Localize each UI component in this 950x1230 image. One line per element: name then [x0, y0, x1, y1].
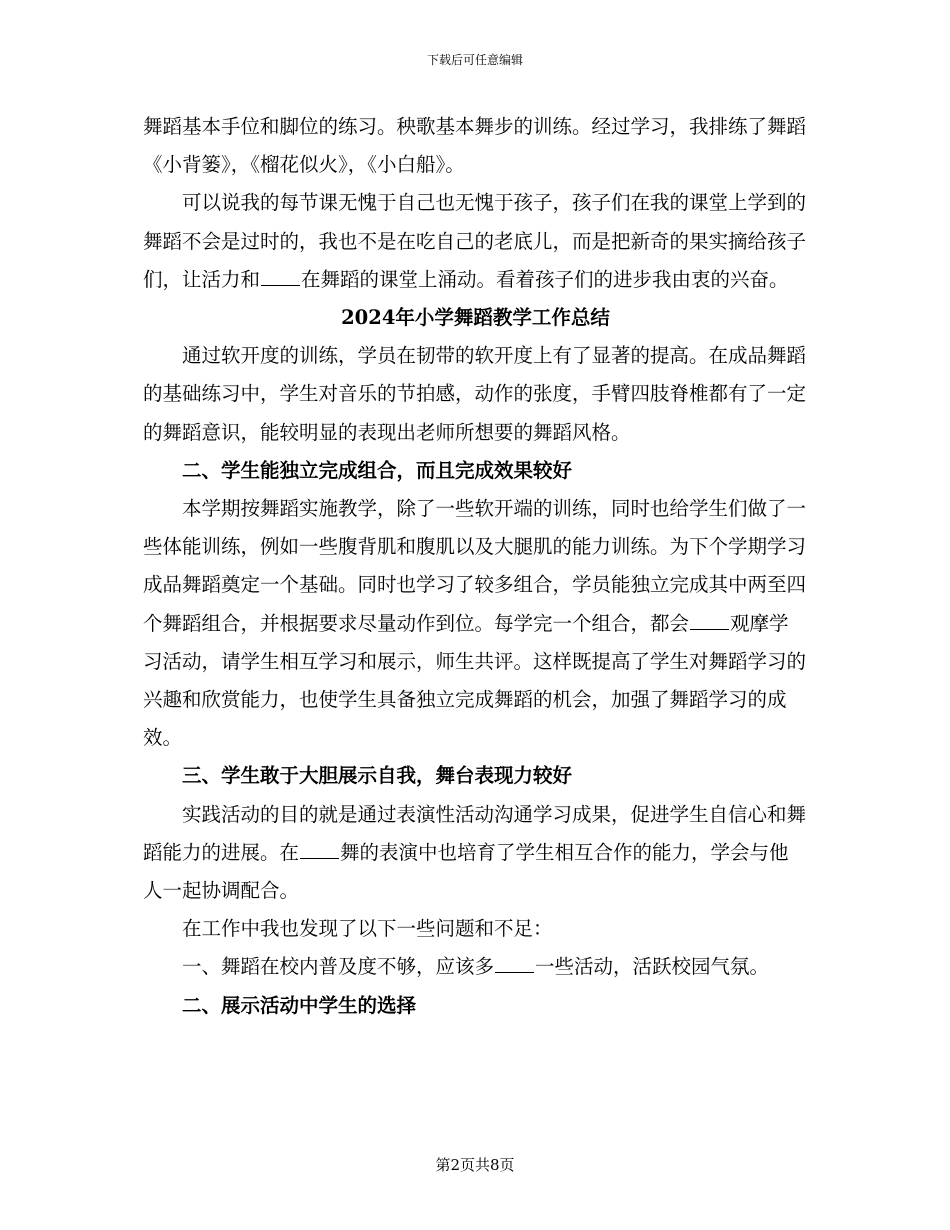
document-title: 2024年小学舞蹈教学工作总结: [341, 306, 610, 330]
fill-blank: [495, 953, 534, 974]
heading-problem-two: 二、展示活动中学生的选择: [182, 993, 417, 1017]
paragraph-problems-intro: 在工作中我也发现了以下一些问题和不足：: [182, 917, 553, 941]
paragraph-flexibility: 通过软开度的训练，学员在韧带的软开度上有了显著的提高。在成品舞蹈的基础练习中，学生对音乐的节拍感，动作的张度，手臂四肢脊椎都有了一定的舞蹈意识，能较明显的表现出老师所想要的舞蹈风格。: [143, 344, 807, 444]
paragraph-practice-activity: 实践活动的目的就是通过表演性活动沟通学习成果，促进学生自信心和舞蹈能力的进展。在 舞的表演中也培育了学生相互合作的能力，学会与他人一起协调配合。: [143, 802, 807, 903]
paragraph-problem-one: 一、舞蹈在校内普及度不够，应该多 一些活动，活跃校园气氛。: [143, 948, 808, 986]
heading-section-three: 三、学生敢于大胆展示自我，舞台表现力较好: [182, 764, 573, 788]
page-header: 下载后可任意编辑: [426, 53, 523, 67]
page-number: 第2页共8页: [435, 1156, 515, 1174]
fill-blank: [261, 265, 300, 286]
paragraph-semester-teaching: 本学期按舞蹈实施教学，除了一些软开端的训练，同时也给学生们做了一些体能训练，例如一些腹背肌和腹肌以及大腿肌的能力训练。为下个学期学习成品舞蹈奠定一个基础。同时也学习了较多组合，学员能独立完成其中两至四个舞蹈组合，并根据要求尽量动作到位。每学完一个组合，都会 观摩学习活动，请学生相互学习和展示，师生共评。这样既提高了学生对舞蹈学习的兴趣和欣赏能力，也使学生具备独立完成舞蹈的机会，加强了舞蹈学习的成效。: [143, 497, 807, 750]
fill-blank: [300, 838, 339, 859]
paragraph-every-class: 可以说我的每节课无愧于自己也无愧于孩子，孩子们在我的课堂上学到的舞蹈不会是过时的，我也不是在吃自己的老底儿，而是把新奇的果实摘给孩子们，让活力和 在舞蹈的课堂上涌动。看着孩子们的进步我由衷的兴奋。: [143, 191, 807, 291]
heading-section-two: 二、学生能独立完成组合，而且完成效果较好: [182, 458, 573, 482]
paragraph-dance-practice: 舞蹈基本手位和脚位的练习。秧歌基本舞步的训练。经过学习，我排练了舞蹈《小背篓》，《榴花似火》，《小白船》。: [143, 115, 807, 177]
document-body: [143, 108, 808, 1025]
fill-blank: [690, 609, 729, 630]
